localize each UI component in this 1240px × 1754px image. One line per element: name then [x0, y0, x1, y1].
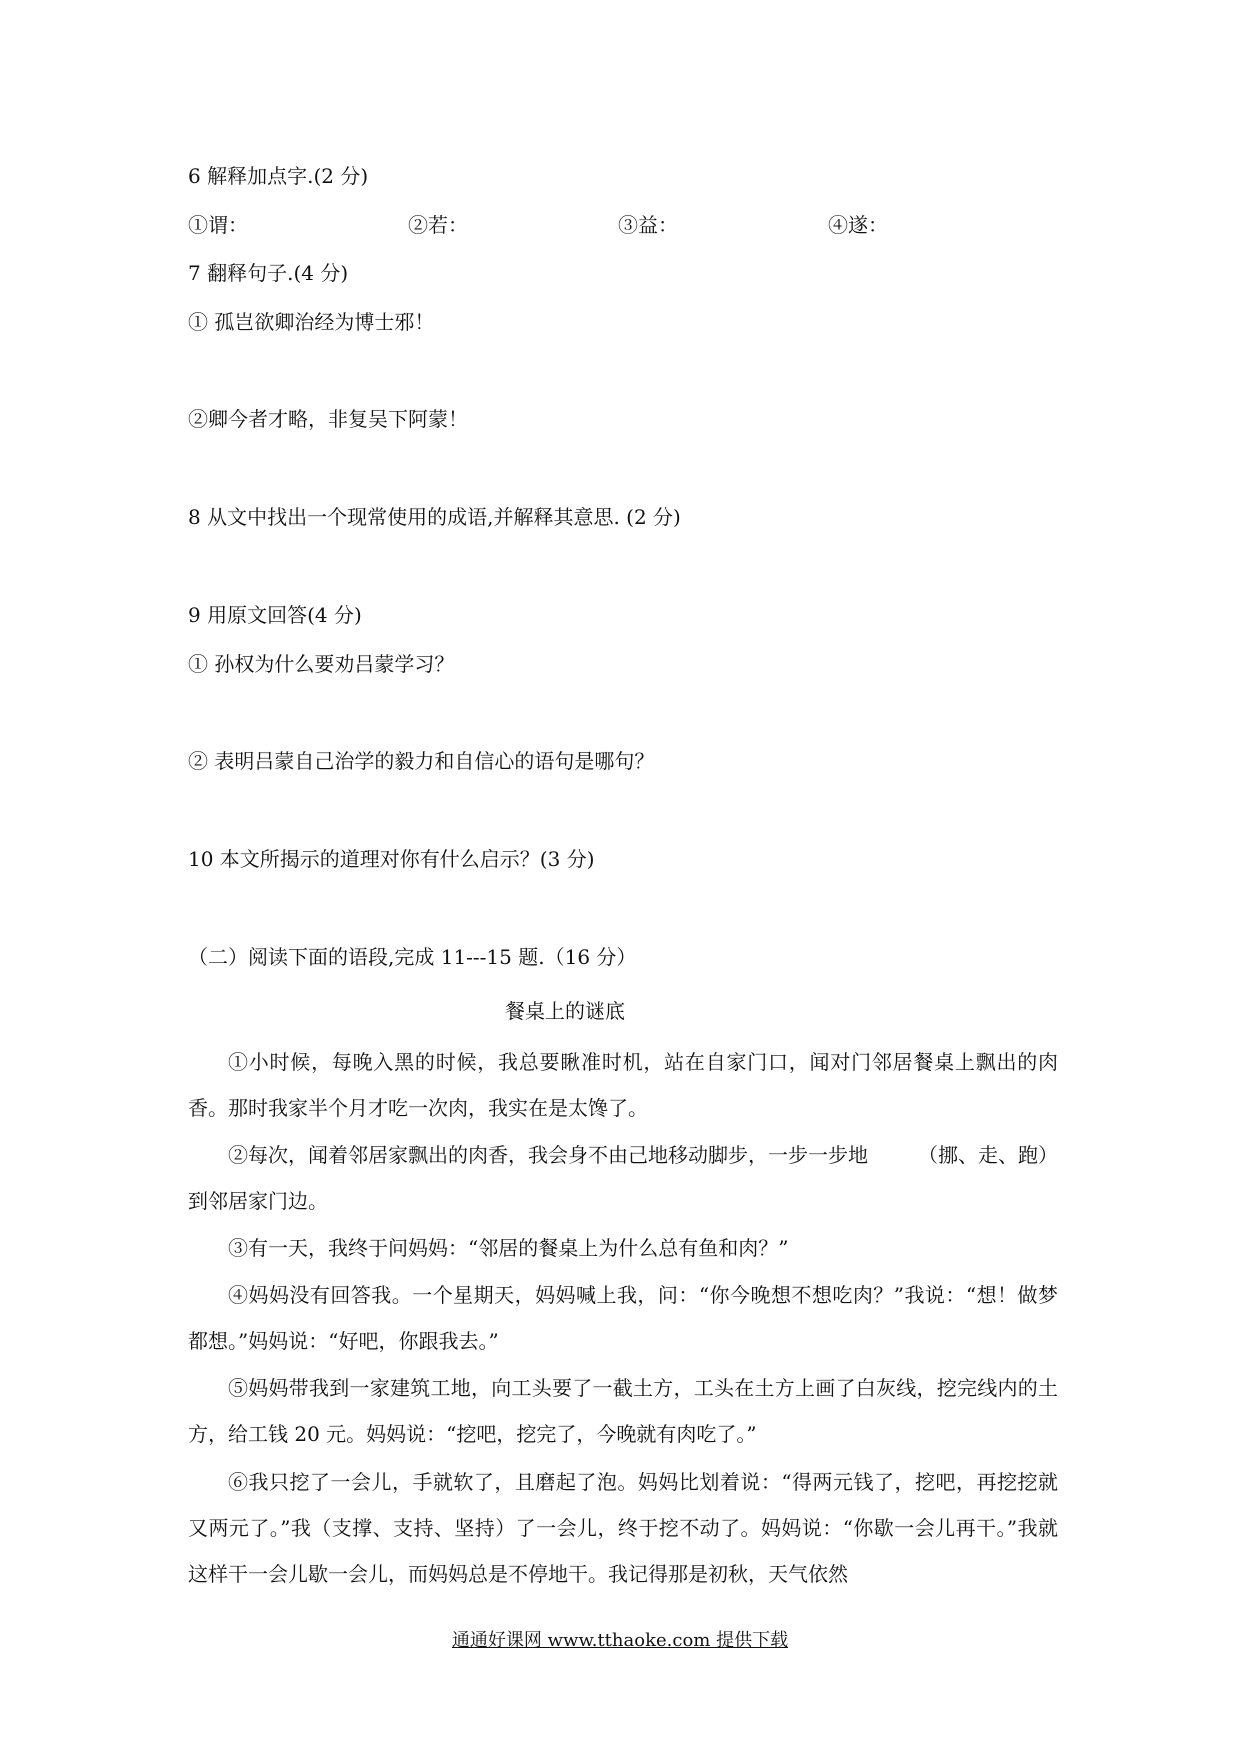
question-6-option-3: ③益： [618, 213, 678, 237]
question-10-prompt: 10 本文所揭示的道理对你有什么启示？(3 分) [188, 847, 595, 871]
question-7-sentence-2: ②卿今者才略，非复吴下阿蒙！ [188, 407, 468, 431]
question-6-option-2: ②若： [408, 213, 468, 237]
question-9-sentence-2: ② 表明吕蒙自己治学的毅力和自信心的语句是哪句？ [188, 749, 655, 773]
question-6-option-4: ④遂： [828, 213, 888, 237]
passage-paragraph-3: ③有一天，我终于问妈妈：“邻居的餐桌上为什么总有鱼和肉？” [228, 1236, 789, 1260]
footer [0, 1629, 1240, 1653]
passage-paragraph-5: ⑤妈妈带我到一家建筑工地，向工头要了一截土方，工头在土方上画了白灰线，挖完线内的土方，给工钱 20 元。妈妈说：“挖吧，挖完了，今晚就有肉吃了。” [188, 1376, 1058, 1446]
question-7-prompt: 7 翻释句子.(4 分) [188, 261, 349, 285]
passage-paragraph-6: ⑥我只挖了一会儿，手就软了，且磨起了泡。妈妈比划着说：“得两元钱了，挖吧，再挖挖就又两元了。”我（支撑、支持、坚持）了一会儿，终于挖不动了。妈妈说：“你歇一会儿再干。”我就这样干一会儿歇一会儿，而妈妈总是不停地干。我记得那是初秋，天气依然 [188, 1470, 1058, 1586]
passage-title: 餐桌上的谜底 [505, 999, 625, 1023]
section-2-heading: （二）阅读下面的语段,完成 11---15 题.（16 分） [188, 945, 637, 969]
footer-download-link[interactable]: 通通好课网 www.tthaoke.com 提供下载 [451, 1630, 789, 1651]
question-9-sentence-1: ① 孙权为什么要劝吕蒙学习？ [188, 652, 455, 676]
question-7-sentence-1: ① 孤岂欲卿治经为博士邪！ [188, 310, 435, 334]
question-8-prompt: 8 从文中找出一个现常使用的成语,并解释其意思. (2 分) [188, 505, 681, 529]
question-6-option-1: ①谓： [188, 213, 248, 237]
passage-paragraph-4: ④妈妈没有回答我。一个星期天，妈妈喊上我，问：“你今晚想不想吃肉？”我说：“想！做梦都想。”妈妈说：“好吧，你跟我去。” [188, 1283, 1058, 1353]
question-9-prompt: 9 用原文回答(4 分) [188, 603, 362, 627]
passage-paragraph-2: ②每次，闻着邻居家飘出的肉香，我会身不由己地移动脚步，一步一步地 （挪、走、跑）到邻居家门边。 [188, 1143, 1058, 1213]
passage-paragraph-1: ①小时候，每晚入黑的时候，我总要瞅准时机，站在自家门口，闻对门邻居餐桌上飘出的肉香。那时我家半个月才吃一次肉，我实在是太馋了。 [188, 1050, 1058, 1120]
question-6-prompt: 6 解释加点字.(2 分) [188, 164, 369, 188]
